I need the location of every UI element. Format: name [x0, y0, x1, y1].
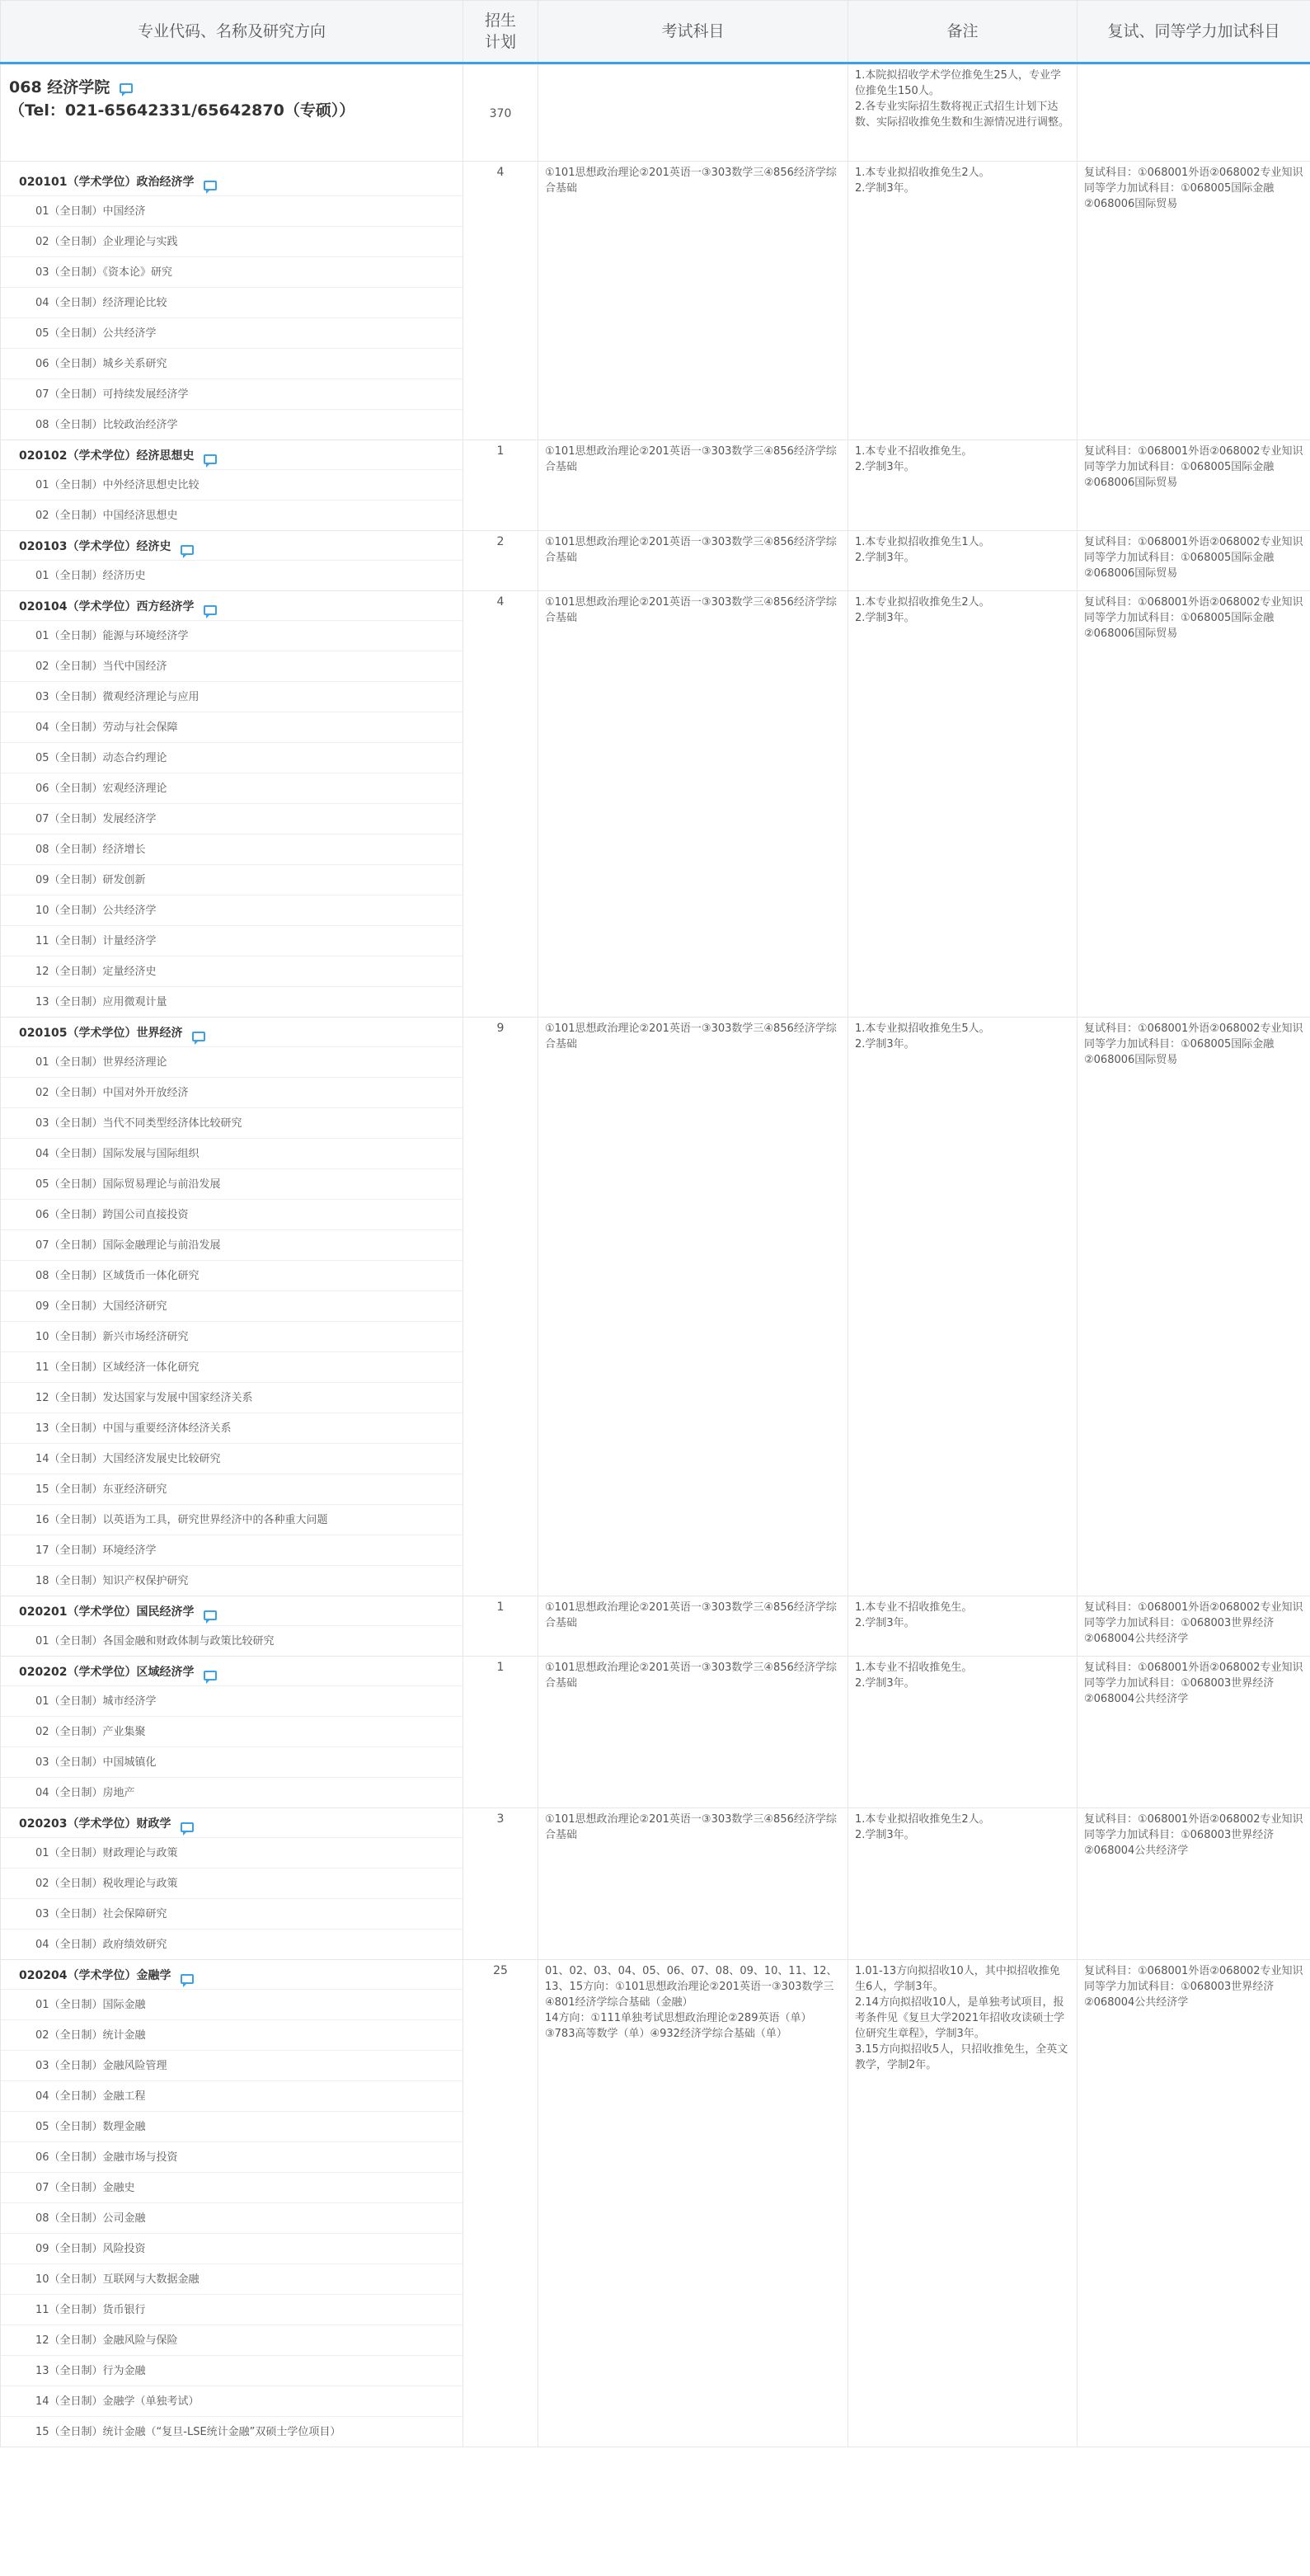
direction-item: 05（全日制）数理金融: [1, 2111, 462, 2141]
direction-item: 02（全日制）产业集聚: [1, 1716, 462, 1746]
direction-item: 14（全日制）金融学（单独考试）: [1, 2386, 462, 2416]
direction-item: 07（全日制）金融史: [1, 2172, 462, 2202]
major-plan: 1: [463, 440, 538, 531]
major-plan: 3: [463, 1808, 538, 1960]
direction-item: 12（全日制）金融风险与保险: [1, 2325, 462, 2355]
major-title: [1, 1808, 462, 1832]
major-exam: ①101思想政治理论②201英语一③303数学三④856经济学综合基础: [538, 531, 848, 591]
direction-item: 08（全日制）公司金融: [1, 2202, 462, 2233]
direction-item: 06（全日制）城乡关系研究: [1, 348, 462, 378]
header-row: [1, 1, 1310, 63]
direction-item: 18（全日制）知识产权保护研究: [1, 1565, 462, 1596]
comment-icon[interactable]: [204, 1671, 217, 1681]
direction-item: 14（全日制）大国经济发展史比较研究: [1, 1443, 462, 1474]
direction-item: 01（全日制）中国经济: [1, 195, 462, 226]
major-exam: ①101思想政治理论②201英语一③303数学三④856经济学综合基础: [538, 1808, 848, 1960]
comment-icon[interactable]: [204, 1610, 217, 1620]
direction-item: 02（全日制）统计金融: [1, 2019, 462, 2050]
major-retest: 复试科目：①068001外语②068002专业知识 同等学力加试科目：①068005国际金融②068006国际贸易: [1078, 531, 1310, 591]
header-major-column: 专业代码、名称及研究方向: [1, 1, 463, 63]
direction-item: 04（全日制）金融工程: [1, 2080, 462, 2111]
department-row: [1, 63, 1310, 162]
major-row: [1, 1960, 1310, 2447]
direction-item: 04（全日制）国际发展与国际组织: [1, 1138, 462, 1168]
header-note-column: 备注: [848, 1, 1078, 63]
direction-item: 06（全日制）宏观经济理论: [1, 773, 462, 803]
major-retest: 复试科目：①068001外语②068002专业知识 同等学力加试科目：①068005国际金融②068006国际贸易: [1078, 162, 1310, 440]
direction-item: 01（全日制）各国金融和财政体制与政策比较研究: [1, 1625, 462, 1656]
direction-item: 05（全日制）动态合约理论: [1, 742, 462, 773]
comment-icon[interactable]: [181, 545, 194, 555]
direction-item: 03（全日制）社会保障研究: [1, 1898, 462, 1929]
direction-item: 06（全日制）金融市场与投资: [1, 2141, 462, 2172]
major-note: 1.本专业拟招收推免生2人。 2.学制3年。: [848, 591, 1078, 1018]
major-title: [1, 440, 462, 464]
direction-item: 03（全日制）当代不同类型经济体比较研究: [1, 1107, 462, 1138]
header-plan-column: 招生 计划: [463, 1, 538, 63]
direction-item: 07（全日制）国际金融理论与前沿发展: [1, 1229, 462, 1260]
major-plan: 9: [463, 1018, 538, 1596]
department-cell: [1, 63, 463, 162]
direction-item: 08（全日制）区域货币一体化研究: [1, 1260, 462, 1290]
direction-item: 01（全日制）中外经济思想史比较: [1, 469, 462, 500]
direction-item: 01（全日制）经济历史: [1, 560, 462, 590]
major-exam: 01、02、03、04、05、06、07、08、09、10、11、12、13、15方向：①101思想政治理论②201英语一③303数学三④801经济学综合基础（金融） 14方向：①111单独考试思想政治理论②289英语（单）③783高等数学（单）④932经济学综合基础（单）: [538, 1960, 848, 2447]
major-cell: [1, 162, 463, 440]
major-title: [1, 1657, 462, 1681]
comment-icon[interactable]: [120, 83, 133, 93]
direction-item: 02（全日制）中国经济思想史: [1, 500, 462, 530]
major-note: 1.01-13方向拟招收10人，其中拟招收推免生6人，学制3年。 2.14方向拟招收10人，是单独考试项目，报考条件见《复旦大学2021年招收攻读硕士学位研究生章程》，学制3年。 3.15方向拟招收5人，只招收推免生，全英文教学，学制2年。: [848, 1960, 1078, 2447]
major-name: 020101（学术学位）政治经济学: [19, 176, 195, 189]
major-row: [1, 162, 1310, 440]
major-cell: [1, 1960, 463, 2447]
direction-item: 10（全日制）公共经济学: [1, 895, 462, 925]
major-cell: [1, 1808, 463, 1960]
major-title: [1, 1018, 462, 1041]
direction-item: 11（全日制）区域经济一体化研究: [1, 1351, 462, 1382]
direction-item: 09（全日制）风险投资: [1, 2233, 462, 2263]
major-name: 020105（学术学位）世界经济: [19, 1027, 183, 1040]
major-name: 020103（学术学位）经济史: [19, 540, 171, 553]
major-retest: 复试科目：①068001外语②068002专业知识 同等学力加试科目：①068003世界经济②068004公共经济学: [1078, 1657, 1310, 1808]
major-name: 020202（学术学位）区域经济学: [19, 1666, 195, 1679]
major-cell: [1, 440, 463, 531]
major-retest: 复试科目：①068001外语②068002专业知识 同等学力加试科目：①068005国际金融②068006国际贸易: [1078, 591, 1310, 1018]
major-plan: 4: [463, 591, 538, 1018]
major-note: 1.本专业不招收推免生。 2.学制3年。: [848, 440, 1078, 531]
direction-item: 17（全日制）环境经济学: [1, 1535, 462, 1565]
major-row: [1, 1596, 1310, 1657]
direction-item: 03（全日制）微观经济理论与应用: [1, 681, 462, 712]
major-note: 1.本专业不招收推免生。 2.学制3年。: [848, 1596, 1078, 1657]
direction-item: 09（全日制）研发创新: [1, 864, 462, 895]
direction-item: 05（全日制）国际贸易理论与前沿发展: [1, 1168, 462, 1199]
department-title: 068 经济学院: [9, 78, 110, 96]
major-cell: [1, 531, 463, 591]
direction-item: 10（全日制）新兴市场经济研究: [1, 1321, 462, 1351]
major-row: [1, 1657, 1310, 1808]
direction-item: 01（全日制）国际金融: [1, 1989, 462, 2019]
direction-item: 13（全日制）行为金融: [1, 2355, 462, 2386]
direction-item: 08（全日制）比较政治经济学: [1, 409, 462, 440]
direction-item: 10（全日制）互联网与大数据金融: [1, 2263, 462, 2294]
direction-item: 06（全日制）跨国公司直接投资: [1, 1199, 462, 1229]
direction-item: 05（全日制）公共经济学: [1, 317, 462, 348]
direction-item: 01（全日制）财政理论与政策: [1, 1837, 462, 1868]
major-cell: [1, 1018, 463, 1596]
direction-item: 04（全日制）政府绩效研究: [1, 1929, 462, 1959]
direction-item: 07（全日制）可持续发展经济学: [1, 378, 462, 409]
direction-item: 02（全日制）税收理论与政策: [1, 1868, 462, 1898]
major-cell: [1, 591, 463, 1018]
major-title: [1, 1596, 462, 1620]
direction-item: 11（全日制）货币银行: [1, 2294, 462, 2325]
major-exam: ①101思想政治理论②201英语一③303数学三④856经济学综合基础: [538, 1018, 848, 1596]
comment-icon[interactable]: [204, 454, 217, 464]
major-exam: ①101思想政治理论②201英语一③303数学三④856经济学综合基础: [538, 1596, 848, 1657]
department-exam: [538, 63, 848, 162]
comment-icon[interactable]: [204, 605, 217, 615]
major-title: [1, 162, 462, 190]
major-row: [1, 1808, 1310, 1960]
direction-item: 04（全日制）房地产: [1, 1777, 462, 1807]
major-row: [1, 1018, 1310, 1596]
major-name: 020201（学术学位）国民经济学: [19, 1605, 195, 1619]
comment-icon[interactable]: [204, 181, 217, 190]
major-plan: 2: [463, 531, 538, 591]
major-plan: 25: [463, 1960, 538, 2447]
department-tel: （Tel：021-65642331/65642870（专硕））: [9, 101, 355, 120]
major-note: 1.本专业拟招收推免生1人。 2.学制3年。: [848, 531, 1078, 591]
direction-item: 04（全日制）经济理论比较: [1, 287, 462, 317]
direction-item: 16（全日制）以英语为工具，研究世界经济中的各种重大问题: [1, 1504, 462, 1535]
direction-item: 08（全日制）经济增长: [1, 834, 462, 864]
direction-item: 02（全日制）企业理论与实践: [1, 226, 462, 256]
comment-icon[interactable]: [181, 1822, 194, 1832]
header-exam-column: 考试科目: [538, 1, 848, 63]
direction-item: 11（全日制）计量经济学: [1, 925, 462, 956]
major-exam: ①101思想政治理论②201英语一③303数学三④856经济学综合基础: [538, 1657, 848, 1808]
major-exam: ①101思想政治理论②201英语一③303数学三④856经济学综合基础: [538, 440, 848, 531]
major-name: 020203（学术学位）财政学: [19, 1817, 171, 1831]
department-note: 1.本院拟招收学术学位推免生25人，专业学位推免生150人。 2.各专业实际招生数将视正式招生计划下达数、实际招收推免生数和生源情况进行调整。: [848, 63, 1078, 162]
major-retest: 复试科目：①068001外语②068002专业知识 同等学力加试科目：①068003世界经济②068004公共经济学: [1078, 1808, 1310, 1960]
major-title: [1, 531, 462, 555]
major-retest: 复试科目：①068001外语②068002专业知识 同等学力加试科目：①068003世界经济②068004公共经济学: [1078, 1960, 1310, 2447]
major-exam: ①101思想政治理论②201英语一③303数学三④856经济学综合基础: [538, 162, 848, 440]
header-retest-column: 复试、同等学力加试科目: [1078, 1, 1310, 63]
major-row: [1, 440, 1310, 531]
major-cell: [1, 1596, 463, 1657]
direction-item: 15（全日制）东亚经济研究: [1, 1474, 462, 1504]
direction-item: 12（全日制）发达国家与发展中国家经济关系: [1, 1382, 462, 1413]
direction-item: 04（全日制）劳动与社会保障: [1, 712, 462, 742]
comment-icon[interactable]: [181, 1974, 194, 1984]
direction-item: 03（全日制）《资本论》研究: [1, 256, 462, 287]
major-note: 1.本专业拟招收推免生2人。 2.学制3年。: [848, 162, 1078, 440]
major-name: 020104（学术学位）西方经济学: [19, 600, 195, 613]
major-note: 1.本专业拟招收推免生5人。 2.学制3年。: [848, 1018, 1078, 1596]
major-title: [1, 591, 462, 615]
major-row: [1, 591, 1310, 1018]
major-row: [1, 531, 1310, 591]
major-retest: 复试科目：①068001外语②068002专业知识 同等学力加试科目：①068003世界经济②068004公共经济学: [1078, 1596, 1310, 1657]
major-plan: 1: [463, 1657, 538, 1808]
direction-item: 12（全日制）定量经济史: [1, 956, 462, 986]
direction-item: 15（全日制）统计金融（“复旦-LSE统计金融”双硕士学位项目）: [1, 2416, 462, 2447]
direction-item: 13（全日制）中国与重要经济体经济关系: [1, 1413, 462, 1443]
direction-item: 01（全日制）世界经济理论: [1, 1046, 462, 1077]
major-name: 020204（学术学位）金融学: [19, 1969, 171, 1982]
direction-item: 07（全日制）发展经济学: [1, 803, 462, 834]
major-retest: 复试科目：①068001外语②068002专业知识 同等学力加试科目：①068005国际金融②068006国际贸易: [1078, 1018, 1310, 1596]
major-exam: ①101思想政治理论②201英语一③303数学三④856经济学综合基础: [538, 591, 848, 1018]
department-retest: [1078, 63, 1310, 162]
direction-item: 09（全日制）大国经济研究: [1, 1290, 462, 1321]
major-title: [1, 1960, 462, 1984]
direction-item: 01（全日制）城市经济学: [1, 1685, 462, 1716]
direction-item: 03（全日制）金融风险管理: [1, 2050, 462, 2080]
major-plan: 1: [463, 1596, 538, 1657]
direction-item: 03（全日制）中国城镇化: [1, 1746, 462, 1777]
major-note: 1.本专业拟招收推免生2人。 2.学制3年。: [848, 1808, 1078, 1960]
direction-item: 02（全日制）中国对外开放经济: [1, 1077, 462, 1107]
major-name: 020102（学术学位）经济思想史: [19, 449, 195, 463]
department-plan: 370: [463, 63, 538, 162]
direction-item: 02（全日制）当代中国经济: [1, 651, 462, 681]
major-cell: [1, 1657, 463, 1808]
comment-icon[interactable]: [192, 1032, 205, 1041]
major-note: 1.本专业不招收推免生。 2.学制3年。: [848, 1657, 1078, 1808]
major-retest: 复试科目：①068001外语②068002专业知识 同等学力加试科目：①068005国际金融②068006国际贸易: [1078, 440, 1310, 531]
direction-item: 13（全日制）应用微观计量: [1, 986, 462, 1017]
direction-item: 01（全日制）能源与环境经济学: [1, 620, 462, 651]
major-plan: 4: [463, 162, 538, 440]
